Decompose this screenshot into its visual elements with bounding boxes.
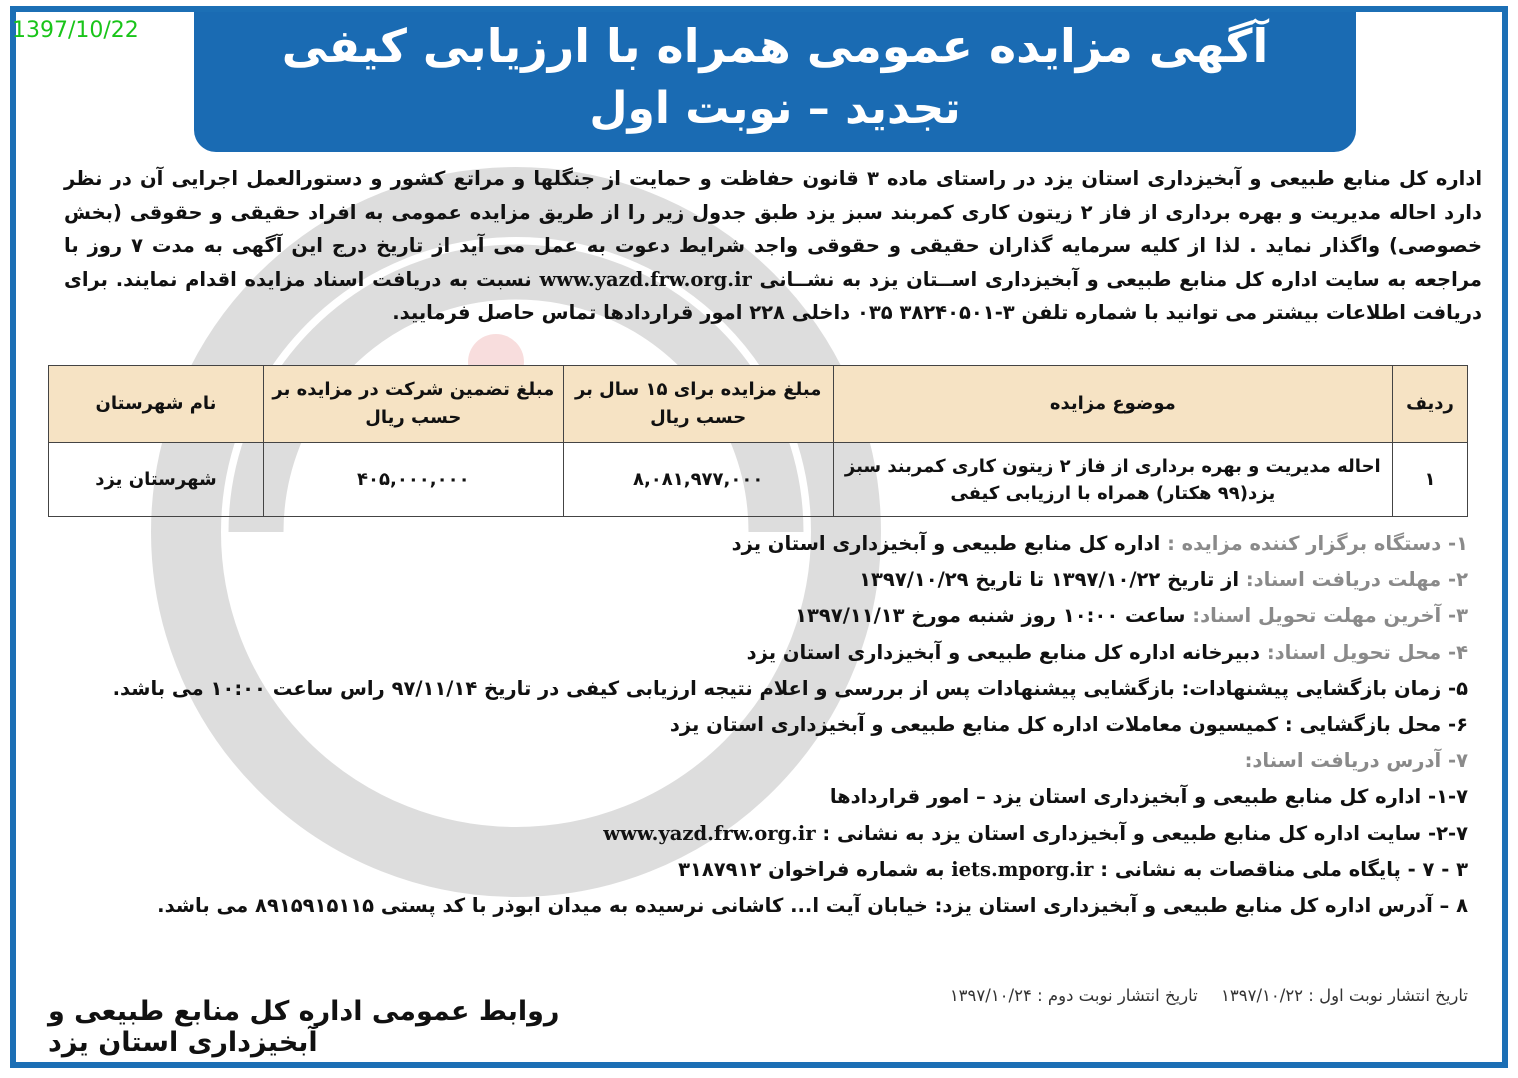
cell-row-number: ۱ (1393, 443, 1468, 517)
list-item: ۵- زمان بازگشایی پیشنهادات: بازگشایی پیشنهادات پس از بررسی و اعلام نتیجه ارزیابی کیفی در تاریخ ۹۷/۱۱/۱۴ راس ساعت ۱۰:۰۰ می باشد. (112, 676, 1468, 700)
site-url[interactable]: www.yazd.frw.org.ir (603, 821, 816, 845)
list-item: ۳- آخرین مهلت تحویل اسناد: ساعت ۱۰:۰۰ روز شنبه مورخ ۱۳۹۷/۱۱/۱۳ (795, 604, 1468, 628)
intro-paragraph (64, 162, 1482, 330)
publication-dates (860, 986, 1468, 1005)
cell-guarantee: ۴۰۵,۰۰۰,۰۰۰ (263, 443, 563, 517)
list-item: ۱-۷- اداره کل منابع طبیعی و آبخیزداری استان یزد – امور قراردادها (829, 785, 1468, 809)
cell-subject: احاله مدیریت و بهره برداری از فاز ۲ زیتون کاری کمربند سبز یزد(۹۹ هکتار) همراه با ارزیابی کیفی (833, 443, 1392, 517)
list-item: ۶- محل بازگشایی : کمیسیون معاملات اداره کل منابع طبیعی و آبخیزداری استان یزد (669, 712, 1468, 736)
second-publication-date: تاریخ انتشار نوبت دوم : ۱۳۹۷/۱۰/۲۴ (949, 986, 1198, 1005)
date-stamp: 1397/10/22 (12, 18, 139, 43)
intro-text-2: نسبت به دریافت اسناد مزایده اقدام نمایند. برای دریافت اطلاعات بیشتر می توانید با شماره تلفن ۳-۳۸۲۴۰۵۰۱ ۰۳۵ داخلی ۲۲۸ امور قراردادها تماس حاصل فرمایید. (64, 267, 1482, 324)
list-item: ۲-۷- سایت اداره کل منابع طبیعی و آبخیزداری استان یزد به نشانی : www.yazd.frw.org.ir (603, 821, 1468, 845)
table-header-row (49, 366, 1468, 443)
header-city: نام شهرستان (49, 366, 264, 443)
footer-signature: روابط عمومی اداره کل منابع طبیعی و آبخیزداری استان یزد (48, 996, 560, 1058)
list-item: ۳ - ۷ - پایگاه ملی مناقصات به نشانی : iets.mporg.ir به شماره فراخوان ۳۱۸۷۹۱۲ (678, 857, 1468, 881)
header-subject: موضوع مزایده (833, 366, 1392, 443)
header-row-number: ردیف (1393, 366, 1468, 443)
table-row (49, 443, 1468, 517)
list-item: ۸ – آدرس اداره کل منابع طبیعی و آبخیزداری استان یزد: خیابان آیت ا... کاشانی نرسیده به میدان ابوذر با کد پستی ۸۹۱۵۹۱۵۱۱۵ می باشد. (157, 893, 1468, 917)
intro-section (52, 162, 1482, 330)
cell-city: شهرستان یزد (49, 443, 264, 517)
title-banner (194, 12, 1356, 152)
list-item: ۴- محل تحویل اسناد: دبیرخانه اداره کل منابع طبیعی و آبخیزداری استان یزد (746, 640, 1468, 664)
cell-amount: ۸,۰۸۱,۹۷۷,۰۰۰ (563, 443, 833, 517)
list-item: ۱- دستگاه برگزار کننده مزایده : اداره کل منابع طبیعی و آبخیزداری استان یزد (731, 532, 1468, 555)
first-publication-date: تاریخ انتشار نوبت اول : ۱۳۹۷/۱۰/۲۲ (1221, 986, 1468, 1005)
title-line-2: تجدید – نوبت اول (589, 83, 961, 134)
header-amount: مبلغ مزایده برای ۱۵ سال بر حسب ریال (563, 366, 833, 443)
list-item: ۷- آدرس دریافت اسناد: (1244, 749, 1468, 773)
conditions-list (112, 526, 1468, 924)
header-guarantee: مبلغ تضمین شرکت در مزایده بر حسب ریال (263, 366, 563, 443)
iets-url[interactable]: iets.mporg.ir (951, 857, 1094, 881)
intro-url[interactable]: www.yazd.frw.org.ir (539, 267, 752, 291)
intro-text-1: اداره کل منابع طبیعی و آبخیزداری استان یزد در راستای ماده ۳ قانون حفاظت و حمایت از جنگلها و مراتع کشور و دستورالعمل اجرایی آن در نظر دارد احاله مدیریت و بهره برداری از فاز ۲ زیتون کاری کمربند سبز یزد طبق جدول زیر را از طریق مزایده عمومی به افراد حقیقی و حقوقی (بخش خصوصی) واگذار نماید . لذا از کلیه سرمایه گذاران حقیقی و حقوقی واجد شرایط دعوت به عمل می آید از تاریخ درج این آگهی به مدت ۷ روز با مراجعه به سایت اداره کل منابع طبیعی و آبخیزداری اســتان یزد به نشــانی (64, 167, 1483, 291)
auction-table (48, 365, 1468, 517)
list-item: ۲- مهلت دریافت اسناد: از تاریخ ۱۳۹۷/۱۰/۲۲ تا تاریخ ۱۳۹۷/۱۰/۲۹ (859, 568, 1468, 592)
title-line-1: آگهی مزایده عمومی همراه با ارزیابی کیفی (281, 19, 1269, 73)
